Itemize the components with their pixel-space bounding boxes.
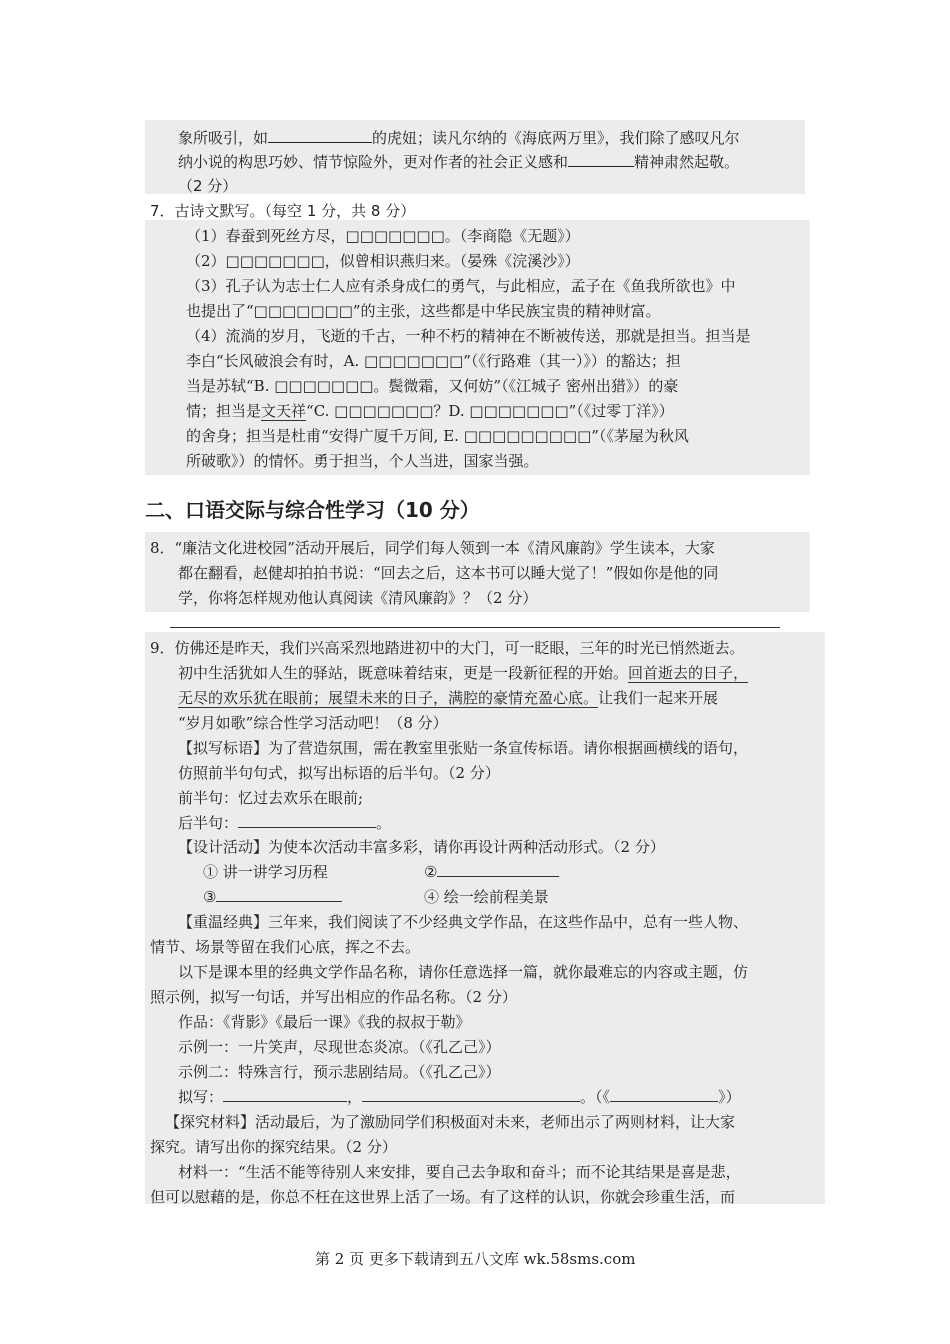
q7-item-3: （3）孔子认为志士仁人应有杀身成仁的勇气，与此相应，孟子在《鱼我所欲也》中 <box>186 277 736 295</box>
example-1: 示例一：一片笑声，尽现世态炎凉。（《孔乙己》） <box>178 1038 501 1056</box>
first-half: 前半句：忆过去欢乐在眼前; <box>178 789 364 807</box>
q7-item-4: 李白“长风破浪会有时，A. □□□□□□□”（《行路难（其一）》）的豁达；担 <box>186 352 681 370</box>
design-section: 【设计活动】为使本次活动丰富多彩，请你再设计两种活动形式。（2 分） <box>178 838 665 856</box>
answer-blank[interactable] <box>238 812 376 828</box>
answer-blank[interactable] <box>216 886 342 902</box>
q9-text: 9．仿佛还是昨天，我们兴高采烈地踏进初中的大门，可一眨眼，三年的时光已悄然逝去。 <box>150 639 745 657</box>
q7-item-4: 所破歌》）的情怀。勇于担当，个人当进，国家当强。 <box>186 452 539 470</box>
design-tag: 【设计活动】 <box>178 838 269 856</box>
slogan-tag: 【拟写标语】 <box>178 739 269 757</box>
material-1: 材料一：“生活不能等待别人来安排，要自己去争取和奋斗；而不论其结果是喜是悲， <box>178 1163 741 1181</box>
activity-3: ③ <box>203 886 342 908</box>
explore-section: 【探究材料】活动最后，为了激励同学们积极面对未来，老师出示了两则材料，让大家 <box>165 1113 736 1131</box>
q7-title: 7．古诗文默写。（每空 1 分，共 8 分） <box>150 202 416 220</box>
example-2: 示例二：特殊言行，预示悲剧结局。（《孔乙己》） <box>178 1063 501 1081</box>
book-title-blank[interactable] <box>610 1086 718 1102</box>
classic-section: 【重温经典】三年来，我们阅读了不少经典文学作品，在这些作品中，总有一些人物、 <box>178 913 749 931</box>
answer-line[interactable] <box>170 627 780 628</box>
second-half: 后半句： 。 <box>178 814 392 832</box>
activity-2: ② <box>424 861 559 883</box>
q6-line: 纳小说的构思巧妙、情节惊险外，更对作者的社会正义感和 精神肃然起敬。 <box>178 153 740 171</box>
q8-text: 8．“廉洁文化进校园”活动开展后，同学们每人领到一本《清风廉韵》学生读本，大家 <box>150 539 715 557</box>
q7-item-2: （2）□□□□□□□，似曾相识燕归来。（晏殊《浣溪沙》） <box>186 252 580 270</box>
explore-tag: 【探究材料】 <box>165 1113 256 1131</box>
classic-text: 以下是课本里的经典文学作品名称，请你任意选择一篇，就你最难忘的内容或主题，仿 <box>178 963 749 981</box>
underlined-sentence: 回首逝去的日子， <box>628 664 749 682</box>
q9-text: 无尽的欢乐犹在眼前；展望未来的日子，满腔的豪情充盈心底。让我们一起来开展 <box>178 689 719 707</box>
section-heading: 二、口语交际与综合性学习（10 分） <box>145 498 480 522</box>
classic-text: 照示例，拟写一句话，并写出相应的作品名称。（2 分） <box>150 988 517 1006</box>
explore-text: 探究。请写出你的探究结果。（2 分） <box>150 1138 397 1156</box>
q7-item-3: 也提出了“□□□□□□□”的主张，这些都是中华民族宝贵的精神财富。 <box>186 302 661 320</box>
poet-name: 文天祥 <box>261 402 307 420</box>
underlined-sentence: 无尽的欢乐犹在眼前；展望未来的日子，满腔的豪情充盈心底。 <box>178 689 599 707</box>
q7-item-4: （4）流淌的岁月，飞逝的千古，一种不朽的精神在不断被传送，那就是担当。担当是 <box>186 327 751 345</box>
answer-blank[interactable] <box>223 1086 347 1102</box>
q7-item-4: 的舍身；担当是杜甫“安得广厦千万间, E. □□□□□□□□□”（《茅屋为秋风 <box>186 427 689 445</box>
q7-item-4: 情；担当是文天祥“C. □□□□□□□？D. □□□□□□□”（《过零丁洋》） <box>186 402 674 420</box>
q9-text: “岁月如歌”综合性学习活动吧！（8 分） <box>178 714 448 732</box>
q8-text: 学，你将怎样规劝他认真阅读《清风廉韵》？（2 分） <box>178 589 538 607</box>
works-list: 作品：《背影》《最后一课》《我的叔叔于勒》 <box>178 1013 471 1031</box>
q9-text: 初中生活犹如人生的驿站，既意味着结束，更是一段新征程的开始。回首逝去的日子， <box>178 664 749 682</box>
q7-item-4: 当是苏轼“B. □□□□□□□。鬓微霜，又何妨”（《江城子 密州出猎》）的豪 <box>186 377 679 395</box>
page-footer: 第 2 页 更多下载请到五八文库 wk.58sms.com <box>315 1250 636 1268</box>
draft-line: 拟写： ， 。（《 》） <box>178 1088 741 1106</box>
answer-blank[interactable] <box>437 861 559 877</box>
classic-text: 情节、场景等留在我们心底，挥之不去。 <box>150 938 421 956</box>
answer-blank[interactable] <box>568 151 634 167</box>
q8-text: 都在翻看，赵健却拍拍书说：“回去之后，这本书可以睡大觉了！”假如你是他的同 <box>178 564 719 582</box>
classic-tag: 【重温经典】 <box>178 913 269 931</box>
q6-score: （2 分） <box>178 177 238 195</box>
answer-blank[interactable] <box>268 127 372 143</box>
activity-4: ④ 绘一绘前程美景 <box>424 888 549 906</box>
slogan-section: 【拟写标语】为了营造氛围，需在教室里张贴一条宣传标语。请你根据画横线的语句， <box>178 739 749 757</box>
q7-item-1: （1）春蚕到死丝方尽，□□□□□□□。（李商隐《无题》） <box>186 227 580 245</box>
activity-1: ① 讲一讲学习历程 <box>203 863 328 881</box>
answer-blank[interactable] <box>362 1086 580 1102</box>
material-1: 但可以慰藉的是，你总不枉在这世界上活了一场。有了这样的认识，你就会珍重生活，而 <box>150 1188 736 1206</box>
q6-line: 象所吸引，如 的虎妞；读凡尔纳的《海底两万里》，我们除了感叹凡尔 <box>178 129 740 147</box>
slogan-text: 仿照前半句句式，拟写出标语的后半句。（2 分） <box>178 764 500 782</box>
